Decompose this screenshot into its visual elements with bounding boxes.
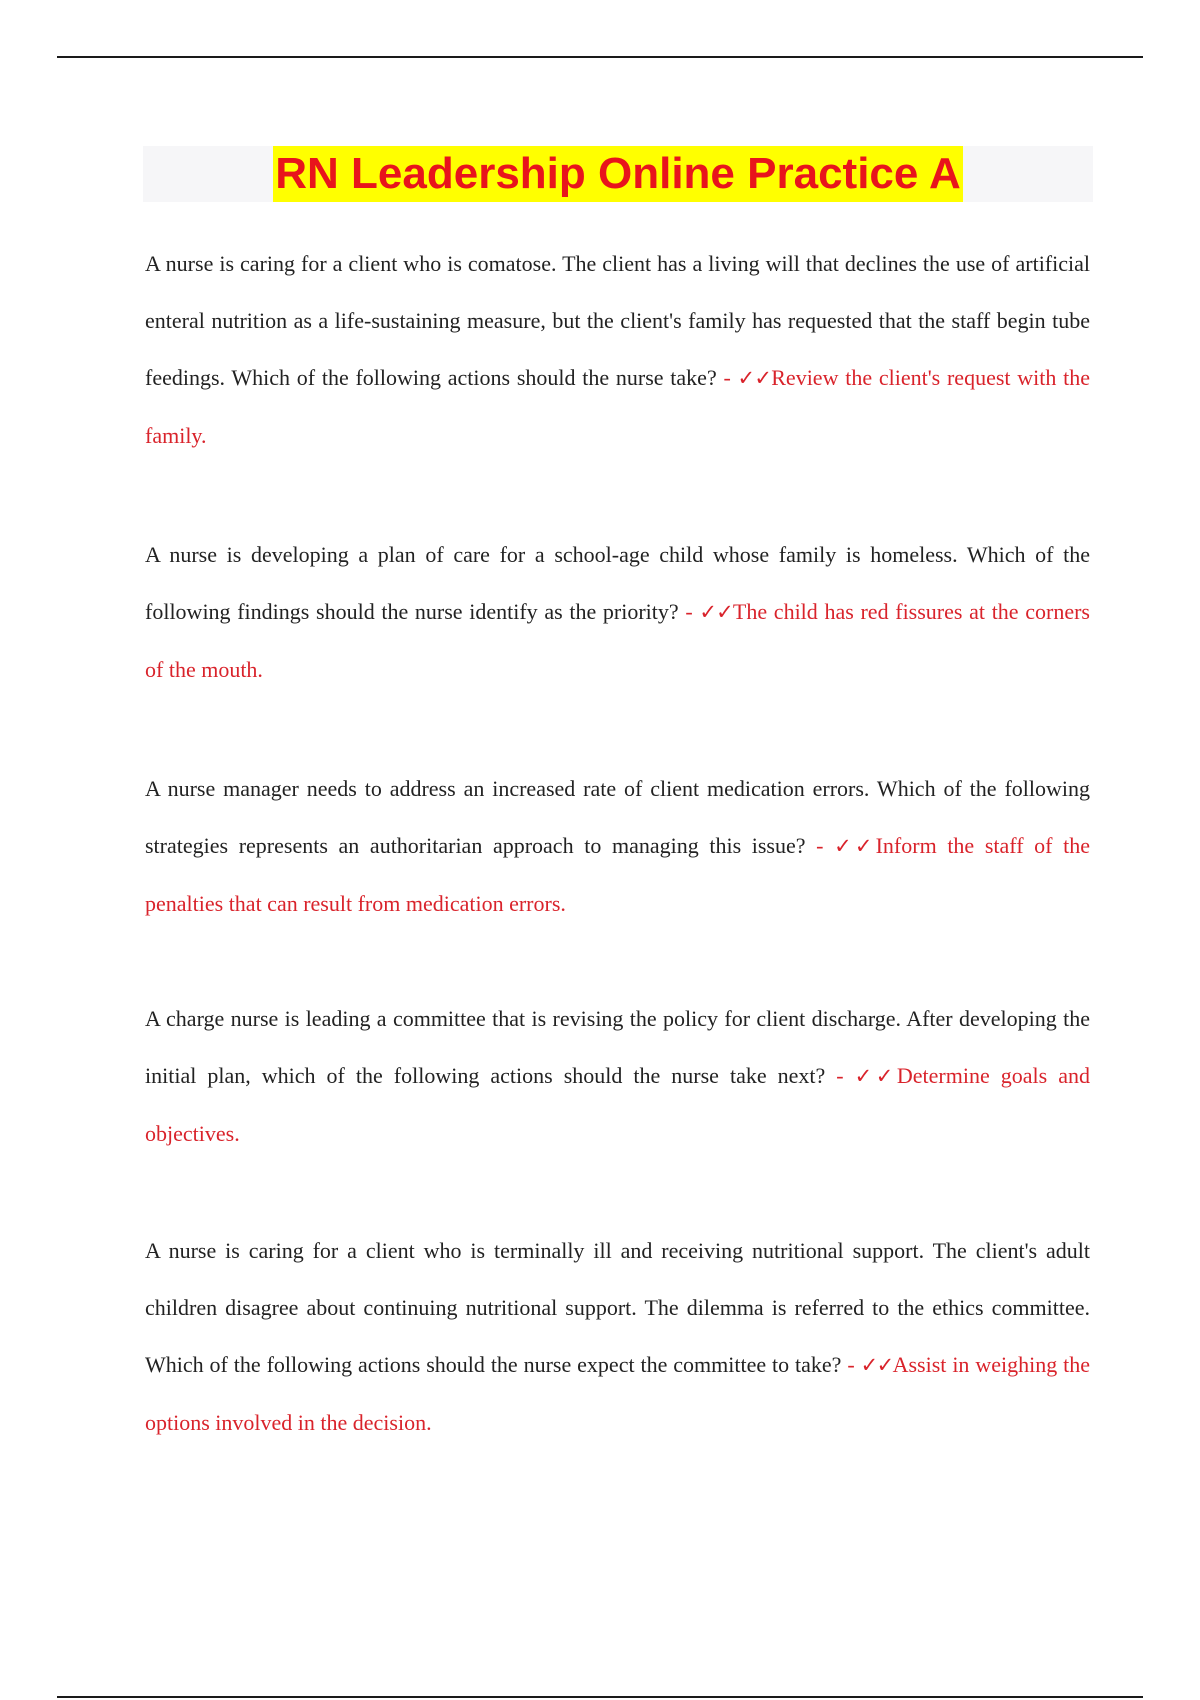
answer-separator: - [678, 599, 700, 624]
question-text: A nurse is caring for a client who is comatose. The client has a living will that declines the use of artificial enteral nutrition as a life-sustaining measure, but the client's family has requested that the staff begin tube feedings. Which of the following actions should the nurse take? [145, 251, 1090, 390]
check-icon: ✓✓ [860, 1353, 893, 1377]
answer-text: Assist in weighing the options involved in the decision. [145, 1352, 1090, 1435]
answer-separator: - [805, 833, 835, 858]
check-icon: ✓✓ [854, 1064, 897, 1088]
question-text: A nurse is developing a plan of care for a school-age child whose family is homeless. Which of the following findings should the nurse identify as the priority? [145, 542, 1090, 624]
answer-text: Determine goals and objectives. [145, 1063, 1090, 1146]
check-icon: ✓✓ [834, 834, 876, 858]
check-icon: ✓✓ [699, 600, 733, 624]
document-title: RN Leadership Online Practice A [273, 146, 962, 202]
answer-separator: - [825, 1063, 855, 1088]
answer-text: Review the client's request with the family. [145, 365, 1090, 448]
question-text: A nurse is caring for a client who is terminally ill and receiving nutritional support. The client's adult children disagree about continuing nutritional support. The dilemma is referred to the ethics committee. Which of the following actions should the nurse expect the committee to take? [145, 1238, 1090, 1377]
top-rule [57, 56, 1143, 58]
answer-text: The child has red fissures at the corners of the mouth. [145, 599, 1090, 682]
qa-item-1 [145, 235, 1090, 464]
answer-separator: - [716, 365, 738, 390]
bottom-rule [57, 1696, 1143, 1698]
title-band [143, 146, 1093, 202]
question-text: A nurse manager needs to address an increased rate of client medication errors. Which of the following strategies represents an authoritarian approach to managing this issue? [145, 776, 1090, 858]
answer-text: Inform the staff of the penalties that can result from medication errors. [145, 833, 1090, 916]
qa-item-5 [145, 1222, 1090, 1451]
answer-separator: - [841, 1352, 861, 1377]
qa-item-2 [145, 526, 1090, 698]
check-icon: ✓✓ [737, 366, 772, 390]
qa-item-4 [145, 990, 1090, 1162]
qa-item-3 [145, 760, 1090, 932]
question-text: A charge nurse is leading a committee that is revising the policy for client discharge. After developing the initial plan, which of the following actions should the nurse take next? [145, 1006, 1090, 1088]
